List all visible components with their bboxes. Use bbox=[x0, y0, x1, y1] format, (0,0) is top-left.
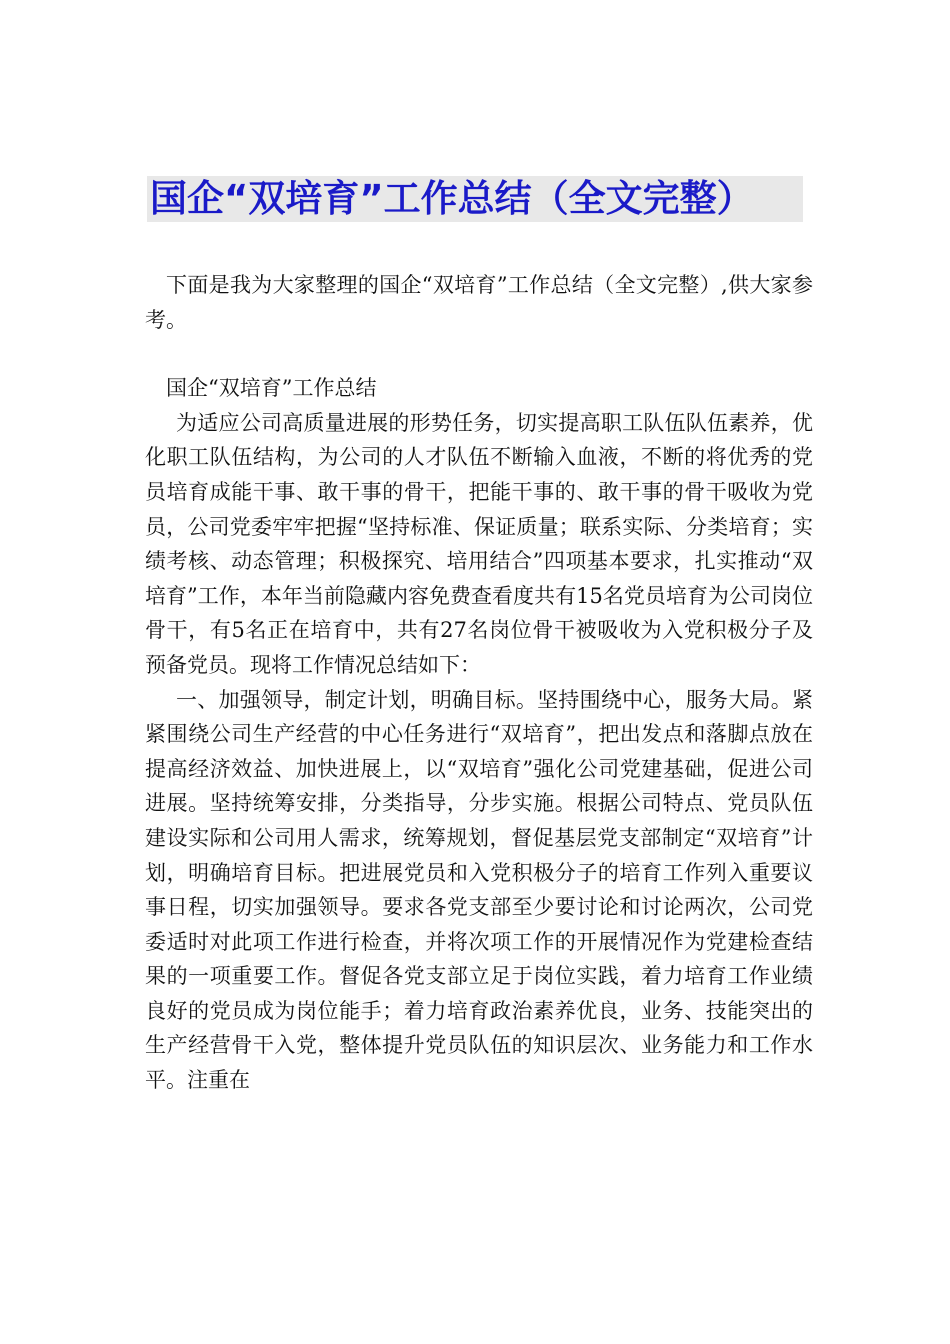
body-paragraph-1: 为适应公司高质量进展的形势任务，切实提高职工队伍队伍素养，优化职工队伍结构，为公司的人才队伍不断输入血液，不断的将优秀的党员培育成能干事、敢干事的骨干，把能干事的、敢干事的骨干吸收为党员，公司党委牢牢把握“坚持标准、保证质量；联系实际、分类培育；实绩考核、动态管理；积极探究、培用结合”四项基本要求，扎实推动“双培育”工作，本年当前隐藏内容免费查看度共有15名党员培育为公司岗位骨干，有5名正在培育中，共有27名岗位骨干被吸收为入党积极分子及预备党员。现将工作情况总结如下： bbox=[145, 410, 813, 677]
document-body bbox=[145, 268, 813, 1098]
body-paragraph-2: 一、加强领导，制定计划，明确目标。坚持围绕中心，服务大局。紧紧围绕公司生产经营的中心任务进行“双培育”，把出发点和落脚点放在提高经济效益、加快进展上，以“双培育”强化公司党建基础，促进公司进展。坚持统筹安排，分类指导，分步实施。根据公司特点、党员队伍建设实际和公司用人需求，统筹规划，督促基层党支部制定“双培育”计划，明确培育目标。把进展党员和入党积极分子的培育工作列入重要议事日程，切实加强领导。要求各党支部至少要讨论和讨论两次，公司党委适时对此项工作进行检查，并将次项工作的开展情况作为党建检查结果的一项重要工作。督促各党支部立足于岗位实践，着力培育工作业绩良好的党员成为岗位能手；着力培育政治素养优良，业务、技能突出的生产经营骨干入党，整体提升党员队伍的知识层次、业务能力和工作水平。注重在 bbox=[145, 687, 813, 1093]
document-title: 国企“双培育”工作总结（全文完整） bbox=[150, 177, 754, 220]
intro-paragraph: 下面是我为大家整理的国企“双培育”工作总结（全文完整）,供大家参考。 bbox=[145, 273, 813, 332]
section-heading: 国企“双培育”工作总结 bbox=[166, 376, 377, 401]
